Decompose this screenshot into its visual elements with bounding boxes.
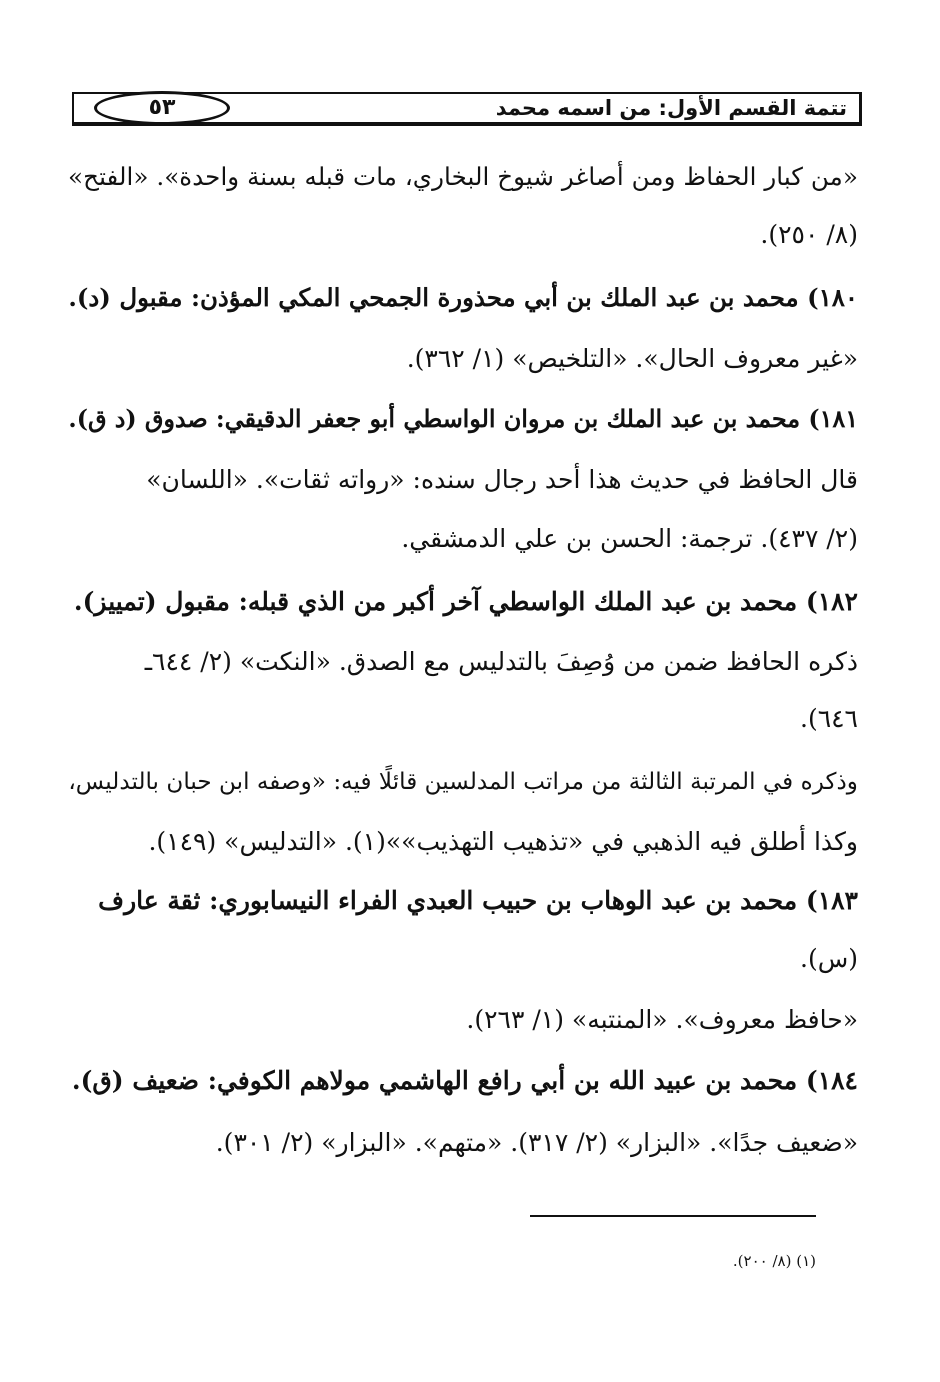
page-number: ٥٣ (94, 91, 230, 125)
text-line-4: «غير معروف الحال». «التلخيص» (١/ ٣٦٢). (406, 344, 858, 373)
page-header (72, 92, 862, 126)
text-line-14: (س). (800, 944, 858, 973)
entry-180-heading: ١٨٠) محمد بن عبد الملك بن أبي محذورة الجمحي المكي المؤذن: مقبول (د). (68, 283, 858, 312)
entry-182-heading: ١٨٢) محمد بن عبد الملك الواسطي آخر أكبر من الذي قبله: مقبول (تمييز). (73, 587, 858, 616)
text-line-15: «حافظ معروف». «المنتبه» (١/ ٢٦٣). (466, 1005, 858, 1034)
text-line-12: وكذا أطلق فيه الذهبي في «تذهيب التهذيب»»(١). «التدليس» (١٤٩). (148, 827, 858, 856)
text-line-11: وذكره في المرتبة الثالثة من مراتب المدلسين قائلًا فيه: «وصفه ابن حبان بالتدليس، (68, 769, 858, 795)
text-line-17: «ضعيف جدًا». «البزار» (٢/ ٣١٧). «متهم». «البزار» (٢/ ٣٠١). (215, 1128, 858, 1157)
entry-184-heading: ١٨٤) محمد بن عبيد الله بن أبي رافع الهاشمي مولاهم الكوفي: ضعيف (ق). (71, 1066, 858, 1095)
header-title: تتمة القسم الأول: من اسمه محمد (495, 96, 847, 120)
footnote: (١) (٨/ ٢٠٠). (732, 1252, 816, 1270)
footnote-divider (530, 1215, 816, 1217)
text-line-6: قال الحافظ في حديث هذا أحد رجال سنده: «رواته ثقات». «اللسان» (146, 465, 858, 494)
text-line-10: ٦٤٦). (800, 704, 858, 733)
entry-183-heading: ١٨٣) محمد بن عبد الوهاب بن حبيب العبدي الفراء النيسابوري: ثقة عارف (98, 886, 858, 915)
text-line-7: (٢/ ٤٣٧). ترجمة: الحسن بن علي الدمشقي. (401, 524, 858, 553)
text-line-2: (٨/ ٢٥٠). (760, 220, 858, 249)
text-line-9: ذكره الحافظ ضمن من وُصِفَ بالتدليس مع الصدق. «النكت» (٢/ ٦٤٤ـ (144, 647, 858, 676)
entry-181-heading: ١٨١) محمد بن عبد الملك بن مروان الواسطي أبو جعفر الدقيقي: صدوق (د ق). (68, 405, 858, 433)
text-line-1: «من كبار الحفاظ ومن أصاغر شيوخ البخاري، مات قبله بسنة واحدة». «الفتح» (68, 162, 858, 191)
